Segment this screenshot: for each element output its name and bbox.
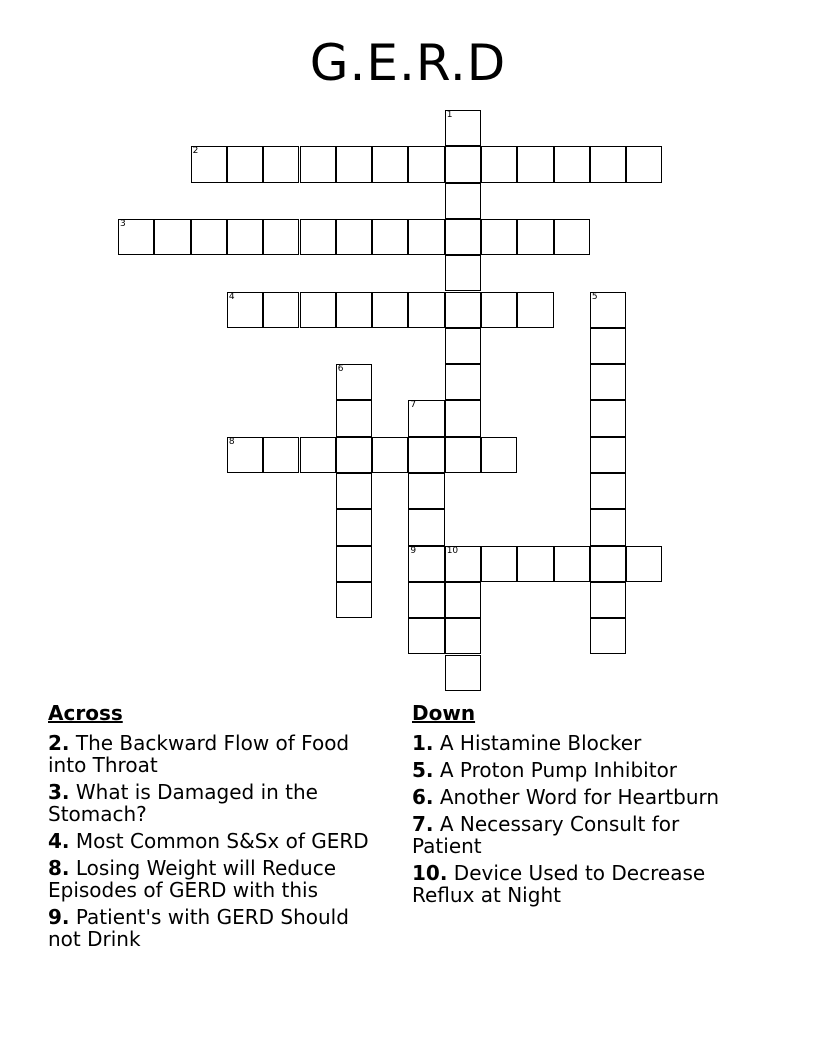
grid-cell[interactable]	[445, 219, 481, 255]
across-clues	[48, 700, 378, 955]
grid-cell[interactable]	[300, 292, 336, 328]
grid-cell[interactable]	[590, 473, 626, 509]
grid-cell[interactable]	[300, 146, 336, 182]
grid-cell[interactable]	[263, 292, 299, 328]
down-heading: Down	[412, 701, 476, 725]
grid-cell[interactable]	[445, 364, 481, 400]
down-clue-list	[412, 732, 742, 906]
grid-cell[interactable]	[336, 292, 372, 328]
clue-number: 7	[410, 400, 417, 411]
grid-cell[interactable]	[191, 219, 227, 255]
grid-cell[interactable]	[445, 255, 481, 291]
across-clue	[48, 857, 378, 901]
grid-cell[interactable]	[408, 582, 444, 618]
clue-text: Device Used to Decrease Reflux at Night	[412, 861, 706, 907]
grid-cell[interactable]	[626, 146, 662, 182]
grid-cell[interactable]	[336, 219, 372, 255]
grid-cell[interactable]	[481, 219, 517, 255]
grid-cell[interactable]	[227, 292, 263, 328]
grid-cell[interactable]	[590, 364, 626, 400]
grid-cell[interactable]	[336, 364, 372, 400]
clue-number: 8	[228, 436, 235, 447]
grid-cell[interactable]	[481, 546, 517, 582]
grid-cell[interactable]	[445, 183, 481, 219]
clue-number: 9	[410, 545, 417, 556]
down-clue	[412, 732, 742, 754]
grid-cell[interactable]	[590, 146, 626, 182]
clue-text: A Proton Pump Inhibitor	[439, 758, 678, 782]
grid-cell[interactable]	[554, 146, 590, 182]
grid-cell[interactable]	[408, 292, 444, 328]
grid-cell[interactable]	[445, 292, 481, 328]
grid-cell[interactable]	[227, 146, 263, 182]
grid-cell[interactable]	[408, 146, 444, 182]
across-clue	[48, 830, 378, 852]
grid-cell[interactable]	[517, 292, 553, 328]
grid-cell[interactable]	[408, 509, 444, 545]
grid-cell[interactable]	[154, 219, 190, 255]
grid-cell[interactable]	[372, 437, 408, 473]
grid-cell[interactable]	[626, 546, 662, 582]
clue-text: A Histamine Blocker	[439, 731, 642, 755]
grid-cell[interactable]	[590, 328, 626, 364]
grid-cell[interactable]	[445, 437, 481, 473]
grid-cell[interactable]	[590, 582, 626, 618]
grid-cell[interactable]	[517, 219, 553, 255]
grid-cell[interactable]	[408, 437, 444, 473]
down-clue	[412, 786, 742, 808]
grid-cell[interactable]	[445, 146, 481, 182]
down-clue	[412, 759, 742, 781]
puzzle-title: G.E.R.D	[309, 34, 507, 92]
grid-cell[interactable]	[481, 292, 517, 328]
grid-cell[interactable]	[336, 582, 372, 618]
grid-cell[interactable]	[336, 473, 372, 509]
grid-cell[interactable]	[517, 146, 553, 182]
grid-cell[interactable]	[336, 437, 372, 473]
grid-cell[interactable]	[336, 546, 372, 582]
grid-cell[interactable]	[263, 146, 299, 182]
grid-cell[interactable]	[408, 473, 444, 509]
grid-cell[interactable]	[300, 437, 336, 473]
grid-cell[interactable]	[263, 437, 299, 473]
grid-cell[interactable]	[408, 618, 444, 654]
down-clues	[412, 700, 742, 911]
grid-cell[interactable]	[227, 437, 263, 473]
grid-cell[interactable]	[408, 546, 444, 582]
grid-cell[interactable]	[445, 618, 481, 654]
clue-text: Another Word for Heartburn	[439, 785, 720, 809]
clue-text: Losing Weight will Reduce Episodes of GERD with this	[48, 856, 337, 902]
across-heading: Across	[48, 701, 123, 725]
grid-cell[interactable]	[590, 546, 626, 582]
grid-cell[interactable]	[445, 400, 481, 436]
clue-num: 1.	[412, 731, 434, 755]
clue-num: 3.	[48, 780, 70, 804]
across-clue-list	[48, 732, 378, 950]
grid-cell[interactable]	[590, 400, 626, 436]
clue-number: 3	[120, 218, 126, 229]
grid-cell[interactable]	[300, 219, 336, 255]
grid-cell[interactable]	[372, 292, 408, 328]
across-clue	[48, 732, 378, 776]
clue-num: 4.	[48, 829, 70, 853]
grid-cell[interactable]	[517, 546, 553, 582]
clue-number: 4	[228, 291, 235, 302]
grid-cell[interactable]	[445, 328, 481, 364]
across-clue	[48, 906, 378, 950]
grid-cell[interactable]	[481, 146, 517, 182]
grid-cell[interactable]	[263, 219, 299, 255]
clue-num: 9.	[48, 905, 70, 929]
clue-num: 5.	[412, 758, 434, 782]
grid-cell[interactable]	[481, 437, 517, 473]
clue-number: 1	[446, 110, 453, 120]
grid-cell[interactable]	[408, 219, 444, 255]
clue-number: 6	[337, 364, 344, 375]
grid-cell[interactable]	[336, 509, 372, 545]
grid-cell[interactable]	[408, 400, 444, 436]
grid-cell[interactable]	[590, 618, 626, 654]
grid-cell[interactable]	[554, 546, 590, 582]
clue-text: Patient's with GERD Should not Drink	[48, 905, 349, 951]
grid-cell[interactable]	[372, 146, 408, 182]
grid-cell[interactable]	[590, 292, 626, 328]
grid-cell[interactable]	[554, 219, 590, 255]
grid-cell[interactable]	[445, 110, 481, 146]
clue-number: 10	[446, 545, 459, 556]
clue-num: 10.	[412, 861, 448, 885]
clue-number: 5	[591, 291, 598, 302]
grid-cell[interactable]	[191, 146, 227, 182]
grid-cell[interactable]	[445, 582, 481, 618]
clue-text: A Necessary Consult for Patient	[412, 812, 680, 858]
clue-number: 2	[192, 146, 199, 157]
grid-cell[interactable]	[445, 655, 481, 691]
grid-cell[interactable]	[336, 400, 372, 436]
clue-num: 2.	[48, 731, 70, 755]
down-clue	[412, 813, 742, 857]
clue-num: 8.	[48, 856, 70, 880]
grid-cell[interactable]	[590, 437, 626, 473]
across-clue	[48, 781, 378, 825]
down-clue	[412, 862, 742, 906]
grid-cell[interactable]	[445, 546, 481, 582]
clue-text: Most Common S&Sx of GERD	[75, 829, 369, 853]
grid-cell[interactable]	[336, 146, 372, 182]
grid-cell[interactable]	[227, 219, 263, 255]
clue-text: The Backward Flow of Food into Throat	[48, 731, 350, 777]
clue-text: What is Damaged in the Stomach?	[48, 780, 318, 826]
grid-cell[interactable]	[118, 219, 154, 255]
clue-num: 6.	[412, 785, 434, 809]
clue-num: 7.	[412, 812, 434, 836]
grid-cell[interactable]	[590, 509, 626, 545]
grid-cell[interactable]	[372, 219, 408, 255]
